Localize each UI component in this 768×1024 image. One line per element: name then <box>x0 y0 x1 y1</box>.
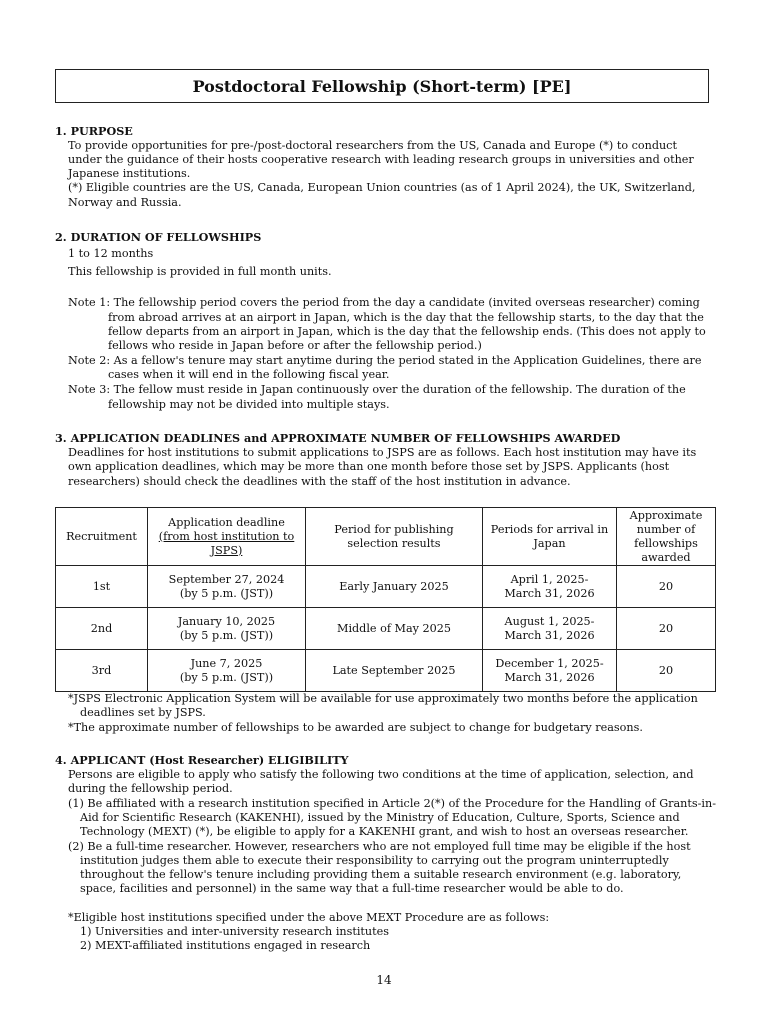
eligibility-condition-2: (2) Be a full-time researcher. However, researchers who are not employed full time may be eligible if the host <box>68 840 691 853</box>
purpose-footnote: (*) Eligible countries are the US, Canada, European Union countries (as of 1 April 2024), the UK, Switzerland, <box>68 181 696 194</box>
cell-recruitment: 3rd <box>56 650 148 692</box>
deadlines-intro: own application deadlines, which may be more than one month before those set by JSPS. Applicants (host <box>68 460 670 473</box>
page-title: Postdoctoral Fellowship (Short-term) [PE] <box>55 69 709 103</box>
table-note: deadlines set by JSPS. <box>80 706 206 719</box>
eligibility-condition-1: Technology (MEXT) (*), be eligible to apply for a KAKENHI grant, and wish to host an overseas researcher. <box>80 825 689 838</box>
cell-deadline: January 10, 2025 (by 5 p.m. (JST)) <box>148 608 306 650</box>
cell-arrival: December 1, 2025- March 31, 2026 <box>483 650 617 692</box>
duration-note-3: Note 3: The fellow must reside in Japan continuously over the duration of the fellowship. The duration of the <box>68 383 686 396</box>
cell-results: Early January 2025 <box>306 566 483 608</box>
eligibility-condition-2: institution judges them able to execute their responsibility to carrying out the program uninterruptedly <box>80 854 669 867</box>
duration-note-2: Note 2: As a fellow's tenure may start anytime during the period stated in the Application Guidelines, there are <box>68 354 702 367</box>
purpose-text: To provide opportunities for pre-/post-doctoral researchers from the US, Canada and Europe (*) to conduct <box>68 139 677 152</box>
duration-note-2: cases when it will end in the following fiscal year. <box>108 368 390 381</box>
eligibility-condition-1: Aid for Scientific Research (KAKENHI), issued by the Ministry of Education, Culture, Sports, Science and <box>80 811 680 824</box>
duration-note-3: fellowship may not be divided into multiple stays. <box>108 398 390 411</box>
purpose-footnote: Norway and Russia. <box>68 196 182 209</box>
eligibility-intro: Persons are eligible to apply who satisfy the following two conditions at the time of application, selection, and <box>68 768 694 781</box>
header-application-deadline: Application deadline (from host institution to JSPS) <box>148 508 306 566</box>
duration-note-1: from abroad arrives at an airport in Japan, which is the day that the fellowship starts, to the day that the <box>108 311 704 324</box>
cell-deadline: June 7, 2025 (by 5 p.m. (JST)) <box>148 650 306 692</box>
page-number: 14 <box>376 973 392 987</box>
purpose-text: Japanese institutions. <box>68 167 191 180</box>
eligibility-condition-1: (1) Be affiliated with a research institution specified in Article 2(*) of the Procedure for the Handling of Grants-in- <box>68 797 716 810</box>
table-note: *JSPS Electronic Application System will be available for use approximately two months before the application <box>68 692 698 705</box>
cell-arrival: August 1, 2025- March 31, 2026 <box>483 608 617 650</box>
duration-note-1: Note 1: The fellowship period covers the period from the day a candidate (invited overseas researcher) coming <box>68 296 700 309</box>
cell-arrival: April 1, 2025- March 31, 2026 <box>483 566 617 608</box>
section-heading-deadlines: 3. APPLICATION DEADLINES and APPROXIMATE NUMBER OF FELLOWSHIPS AWARDED <box>55 431 621 445</box>
cell-number: 20 <box>617 608 716 650</box>
table-row <box>56 608 716 650</box>
eligibility-condition-2: space, facilities and personnel) in the same way that a full-time researcher would be able to do. <box>80 882 624 895</box>
header-publishing-period: Period for publishing selection results <box>306 508 483 566</box>
cell-number: 20 <box>617 566 716 608</box>
deadlines-table <box>55 507 716 692</box>
table-header-row <box>56 508 716 566</box>
eligible-institutions-intro: *Eligible host institutions specified under the above MEXT Procedure are as follows: <box>68 911 550 924</box>
section-heading-purpose: 1. PURPOSE <box>55 124 133 138</box>
cell-recruitment: 2nd <box>56 608 148 650</box>
deadlines-intro: Deadlines for host institutions to submit applications to JSPS are as follows. Each host institution may have its <box>68 446 697 459</box>
header-recruitment: Recruitment <box>56 508 148 566</box>
cell-recruitment: 1st <box>56 566 148 608</box>
section-heading-eligibility: 4. APPLICANT (Host Researcher) ELIGIBILITY <box>55 753 349 767</box>
duration-note-1: fellows who reside in Japan before or after the fellowship period.) <box>108 339 482 352</box>
duration-text: 1 to 12 months <box>68 247 154 260</box>
eligible-institution-item: 2) MEXT-affiliated institutions engaged in research <box>80 939 371 952</box>
deadlines-intro: researchers) should check the deadlines with the staff of the host institution in advance. <box>68 475 571 488</box>
eligibility-condition-2: throughout the fellow's tenure including providing them a suitable research environment (e.g. laboratory, <box>80 868 682 881</box>
header-number-awarded: Approximate number of fellowships awarded <box>617 508 716 566</box>
purpose-text: under the guidance of their hosts cooperative research with leading research groups in universities and other <box>68 153 694 166</box>
table-row <box>56 650 716 692</box>
section-heading-duration: 2. DURATION OF FELLOWSHIPS <box>55 230 262 244</box>
table-row <box>56 566 716 608</box>
duration-text: This fellowship is provided in full month units. <box>68 265 332 278</box>
table-note: *The approximate number of fellowships to be awarded are subject to change for budgetary reasons. <box>68 721 643 734</box>
eligible-institution-item: 1) Universities and inter-university research institutes <box>80 925 389 938</box>
cell-number: 20 <box>617 650 716 692</box>
cell-results: Late September 2025 <box>306 650 483 692</box>
header-arrival-period: Periods for arrival in Japan <box>483 508 617 566</box>
cell-results: Middle of May 2025 <box>306 608 483 650</box>
eligibility-intro: during the fellowship period. <box>68 782 233 795</box>
cell-deadline: September 27, 2024 (by 5 p.m. (JST)) <box>148 566 306 608</box>
duration-note-1: fellow departs from an airport in Japan, which is the day that the fellowship ends. (This does not apply to <box>108 325 706 338</box>
